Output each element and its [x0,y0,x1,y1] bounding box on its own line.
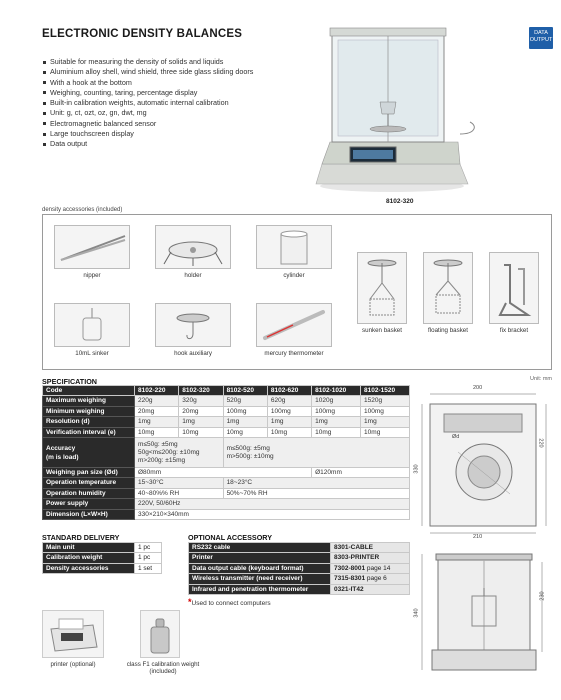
table-cell: 10mg [223,427,267,437]
column-header: 8102-220 [135,386,179,396]
accuracy-value: m>500g: ±10mg [226,452,274,460]
footnote [188,597,271,607]
row-label: Dimension (L×W×H) [43,509,135,519]
dim-chamber-height: 230 [539,591,546,601]
footnote-text: Used to connect computers [191,600,271,607]
page-ref: page 6 [366,575,387,583]
table-row [43,396,410,406]
row-label: Power supply [43,499,135,509]
badge-line1: DATA [534,30,548,36]
row-label: Weighing pan size (Ød) [43,468,135,478]
table-cell: 18~23°C [223,478,409,488]
item-caption-sub: (included) [149,668,177,675]
table-cell: 1mg [135,417,179,427]
thermometer-image [256,303,332,347]
table-cell [331,584,410,594]
accessories-caption: density accessories (included) [42,207,123,213]
table-cell: 330×210×340mm [135,509,410,519]
column-header: 8102-520 [223,386,267,396]
table-row [43,478,410,488]
item-caption: class F1 calibration weight [126,661,200,668]
accessory-10ml-sinker [54,303,130,357]
badge-line2: OUTPUT [529,37,553,43]
table-cell: 1020g [312,396,361,406]
nipper-image [54,225,130,269]
table-cell [331,543,410,553]
accessory-code: 7302-8001 [334,564,366,572]
table-cell: 10mg [179,427,223,437]
table-cell: 1mg [223,417,267,427]
calibration-weight-image [140,610,180,658]
column-header: 8102-320 [179,386,223,396]
table-cell: 1 pc [135,543,162,553]
table-cell: 520g [223,396,267,406]
table-cell: 100mg [361,406,410,416]
table-cell: 10mg [361,427,410,437]
accessory-label: 10mL sinker [75,350,109,357]
column-header: 8102-1020 [312,386,361,396]
row-label: Calibration weight [43,553,135,563]
table-row [189,543,410,553]
table-row [43,406,410,416]
accuracy-sublabel: (m is load) [46,453,79,461]
table-cell [135,438,224,468]
accessory-hook-auxiliary [155,303,231,357]
row-label: Wireless transmitter (need receiver) [189,574,331,584]
product-model-number: 8102-320 [386,198,414,205]
accuracy-label: Accuracy [46,444,76,452]
spec-header-row [43,386,410,396]
table-row [189,584,410,594]
dim-pan-diameter: Ød [452,434,460,440]
page-title: ELECTRONIC DENSITY BALANCES [42,28,243,40]
feature-item: Electromagnetic balanced sensor [43,119,253,129]
accessory-code: 8303-PRINTER [334,554,380,562]
table-row [189,574,410,584]
dim-height-left: 330 [413,464,420,474]
row-label: Infrared and penetration thermometer [189,584,331,594]
table-cell: 15~30°C [135,478,224,488]
accessory-label: floating basket [428,327,468,334]
table-cell: 10mg [267,427,311,437]
table-cell: 1 set [135,563,162,573]
row-label: Maximum weighing [43,396,135,406]
table-cell: 620g [267,396,311,406]
accessory-nipper [54,225,130,279]
table-cell: 100mg [223,406,267,416]
row-label: Resolution (d) [43,417,135,427]
row-label: Minimum weighing [43,406,135,416]
accessory-label: cylinder [283,272,305,279]
feature-item: Data output [43,139,253,149]
table-cell: 40~80%% RH [135,488,224,498]
balance-product-image [310,14,480,196]
row-label: Operation temperature [43,478,135,488]
accessory-floating-basket [423,252,473,334]
table-row [43,553,162,563]
table-row [43,509,410,519]
table-row [43,563,162,573]
technical-drawing [418,382,558,698]
feature-item: Large touchscreen display [43,129,253,139]
feature-item: Weighing, counting, taring, percentage display [43,88,253,98]
optional-accessory-heading: OPTIONAL ACCESSORY [188,533,272,542]
sinker-image [54,303,130,347]
floating-basket-image [423,252,473,324]
spec-table [42,385,410,520]
table-cell: 1520g [361,396,410,406]
table-row [43,417,410,427]
table-row [189,553,410,563]
data-output-badge [529,27,553,49]
table-cell: 10mg [312,427,361,437]
fix-bracket-image [489,252,539,324]
accessory-fix-bracket [489,252,539,334]
table-cell: Ø80mm [135,468,312,478]
table-cell [331,563,410,573]
row-label: Main unit [43,543,135,553]
table-row [43,499,410,509]
table-cell: 1mg [179,417,223,427]
accuracy-value: m>200g: ±15mg [138,456,186,464]
column-header: 8102-620 [267,386,311,396]
feature-list [43,57,253,150]
sunken-basket-image [357,252,407,324]
item-caption: printer (optional) [50,661,96,668]
unit-note: Unit: mm [530,376,552,382]
table-cell: 1mg [361,417,410,427]
column-header: Code [43,386,135,396]
row-label: RS232 cable [189,543,331,553]
table-cell: 20mg [179,406,223,416]
dim-bottom-width: 210 [473,534,483,540]
feature-item: Unit: g, ct, ozt, oz, gn, dwt, mg [43,108,253,118]
table-cell: 100mg [267,406,311,416]
dim-top-width: 200 [473,385,483,391]
row-label: Density accessories [43,563,135,573]
printer-item [42,610,104,668]
hook-auxiliary-image [155,303,231,347]
accessory-cylinder [256,225,332,279]
table-row [189,563,410,573]
row-label: Data output cable (keyboard format) [189,563,331,573]
accuracy-value: 50g<m≤200g: ±10mg [138,448,200,456]
optional-accessory-table [188,542,410,595]
table-row [43,488,410,498]
accessory-holder [155,225,231,279]
printer-image [42,610,104,658]
row-label: Verification interval (e) [43,427,135,437]
table-cell: 320g [179,396,223,406]
table-cell [331,574,410,584]
row-label: Operation humidity [43,488,135,498]
cylinder-image [256,225,332,269]
accessory-code: 7315-8301 [334,575,366,583]
feature-item: Aluminium alloy shell, wind shield, three side glass sliding doors [43,67,253,77]
column-header: 8102-1520 [361,386,410,396]
accessory-code: 8301-CABLE [334,544,374,551]
table-cell: 1mg [267,417,311,427]
footnote-star: * [188,597,192,607]
calibration-weight-item [118,610,208,675]
dim-side-depth: 220 [537,438,544,448]
table-cell: 100mg [312,406,361,416]
table-cell: 220g [135,396,179,406]
table-cell: 1mg [312,417,361,427]
page-ref: page 14 [366,564,391,572]
table-cell: Ø120mm [312,468,410,478]
feature-item: Suitable for measuring the density of solids and liquids [43,57,253,67]
table-cell: 50%~70% RH [223,488,409,498]
feature-item: With a hook at the bottom [43,78,253,88]
table-row [43,438,410,468]
table-row [43,427,410,437]
table-cell: 1 pc [135,553,162,563]
accessory-label: hook auxiliary [174,350,212,357]
accessory-code: 0321-IT42 [334,585,364,593]
table-cell [223,438,409,468]
accessory-label: sunken basket [362,327,402,334]
standard-delivery-heading: STANDARD DELIVERY [42,533,120,542]
accessory-mercury-thermometer [256,303,332,357]
accuracy-value: m≤500g: ±5mg [226,444,270,452]
standard-delivery-table [42,542,162,574]
row-label [43,438,135,468]
row-label: Printer [189,553,331,563]
spec-heading: SPECIFICATION [42,377,97,386]
table-cell: 10mg [135,427,179,437]
table-cell [331,553,410,563]
feature-item: Built-in calibration weights, automatic internal calibration [43,98,253,108]
holder-image [155,225,231,269]
table-row [43,543,162,553]
accessory-label: holder [184,272,202,279]
table-cell: 220V, 50/60Hz [135,499,410,509]
table-cell: 20mg [135,406,179,416]
accessory-sunken-basket [357,252,407,334]
accessory-label: fix bracket [499,327,529,334]
accuracy-value: m≤50g: ±5mg [138,440,178,448]
accessory-label: mercury thermometer [264,350,324,357]
table-row [43,468,410,478]
accessory-label: nipper [83,272,101,279]
dim-front-height: 340 [413,608,420,618]
